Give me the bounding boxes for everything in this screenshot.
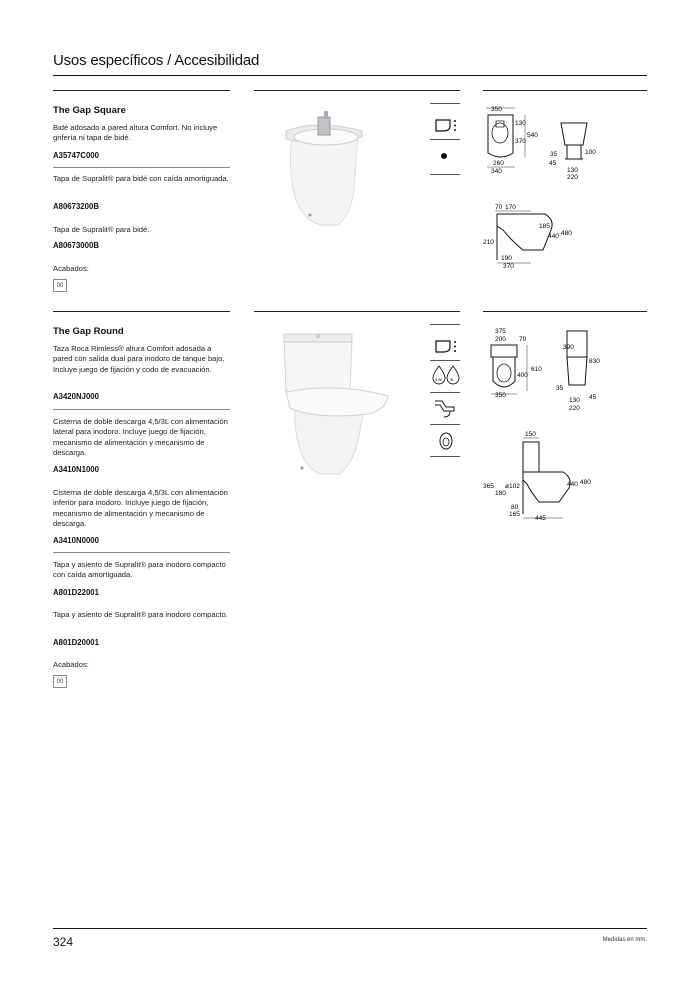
rimless-icon xyxy=(437,430,455,452)
section2-product4-code: A801D22001 xyxy=(53,588,99,597)
flush-label: 4,5L xyxy=(435,377,443,382)
dim-label: 190 xyxy=(501,255,512,262)
footer-rule xyxy=(53,928,647,929)
dim-label: 370 xyxy=(503,263,514,270)
dim-label: 150 xyxy=(525,431,536,438)
dim-label: 80 xyxy=(511,504,519,511)
section1-product3-code: A80673000B xyxy=(53,241,99,250)
dim-label: 100 xyxy=(585,149,596,156)
dim-label: 260 xyxy=(493,160,504,167)
dim-label: 610 xyxy=(531,366,542,373)
section1-rule-mid xyxy=(254,90,460,91)
dim-label: 35 xyxy=(556,385,564,392)
bidet-image xyxy=(278,103,370,231)
section1-rule-left xyxy=(53,90,230,91)
dim-label: 220 xyxy=(567,174,578,181)
footer-note: Medidas en mm. xyxy=(602,937,647,943)
header-rule xyxy=(53,75,647,76)
divider xyxy=(53,167,230,168)
dim-label: 350 xyxy=(491,106,502,113)
section2-product5-code: A801D20001 xyxy=(53,638,99,647)
section2-title: The Gap Round xyxy=(53,326,124,337)
divider xyxy=(430,360,460,361)
dim-label: 35 xyxy=(550,151,558,158)
page-title: Usos específicos / Accesibilidad xyxy=(53,52,260,69)
dim-label: 70 xyxy=(519,336,527,343)
dim-label: 210 xyxy=(483,239,494,246)
wall-hung-icon xyxy=(433,117,459,135)
section2-product1-code: A3420NJ000 xyxy=(53,392,99,401)
bidet-profile-drawing xyxy=(483,200,583,275)
dim-label: 445 xyxy=(535,515,546,522)
dim-label: 45 xyxy=(589,394,597,401)
dim-label: 165 xyxy=(509,511,520,518)
dim-label: 480 xyxy=(580,479,591,486)
dim-label: 130 xyxy=(515,120,526,127)
section2-product2-code: A3410N1000 xyxy=(53,465,99,474)
dim-label: 365 xyxy=(483,483,494,490)
divider xyxy=(430,392,460,393)
toilet-profile-drawing xyxy=(483,428,598,523)
dim-label: 540 xyxy=(527,132,538,139)
dim-label: 350 xyxy=(495,392,506,399)
section1-product2-desc: Tapa de Supralit® para bidé con caída amortiguada. xyxy=(53,174,229,183)
divider xyxy=(53,552,230,553)
dim-label: 440 xyxy=(567,481,578,488)
wall-hung-icon xyxy=(433,338,459,356)
section1-title: The Gap Square xyxy=(53,105,126,116)
section2-rule-right xyxy=(483,311,647,312)
dim-label: 370 xyxy=(515,138,526,145)
divider xyxy=(430,324,460,325)
dim-label: 480 xyxy=(561,230,572,237)
section2-finish-swatch[interactable]: 00 xyxy=(53,675,67,688)
section1-product1-code: A35747C000 xyxy=(53,151,99,160)
divider xyxy=(430,456,460,457)
section1-product2-code: A80673200B xyxy=(53,202,99,211)
dim-label: 440 xyxy=(548,233,559,240)
dual-flush-icon xyxy=(430,364,462,388)
dim-label: 830 xyxy=(589,358,600,365)
dim-label: 400 xyxy=(517,372,528,379)
toilet-top-drawing xyxy=(483,325,603,415)
divider xyxy=(53,409,230,410)
dim-label: 130 xyxy=(569,397,580,404)
divider xyxy=(430,424,460,425)
dim-label: 185 xyxy=(539,223,550,230)
dim-label: 130 xyxy=(567,167,578,174)
section2-product4-desc: Tapa y asiento de Supralit® para inodoro compacto con caída amortiguada. xyxy=(53,560,226,580)
section2-product2-desc: Cisterna de doble descarga 4,5/3L con alimentación lateral para inodoro. Incluye juego de fijación, mecanismo de alimentación y mecanismo de descarga. xyxy=(53,417,228,458)
section1-finishes-label: Acabados: xyxy=(53,264,89,273)
section2-rule-left xyxy=(53,311,230,312)
section2-finishes-label: Acabados: xyxy=(53,660,89,669)
section1-rule-right xyxy=(483,90,647,91)
bidet-top-drawing xyxy=(483,103,598,183)
dim-label: ø102 xyxy=(505,483,520,490)
dim-label: 170 xyxy=(505,204,516,211)
divider xyxy=(430,103,460,104)
toilet-image xyxy=(278,330,390,480)
outlet-icon xyxy=(432,397,460,419)
dim-label: 45 xyxy=(549,160,557,167)
section2-product1-desc: Taza Roca Rimless® altura Comfort adosada a pared con salida dual para inodoro de tanque bajo. Incluye juego de fijación y codo de evacuación. xyxy=(53,344,225,374)
dim-label: 70 xyxy=(495,204,503,211)
dim-label: 390 xyxy=(563,344,574,351)
dim-label: 220 xyxy=(569,405,580,412)
tap-hole-icon xyxy=(439,151,449,161)
dim-label: 375 xyxy=(495,328,506,335)
dim-label: 180 xyxy=(495,490,506,497)
section2-product3-code: A3410N0000 xyxy=(53,536,99,545)
page-number: 324 xyxy=(53,935,74,949)
divider xyxy=(430,139,460,140)
section2-product3-desc: Cisterna de doble descarga 4,5/3L con alimentación inferior para inodoro. Incluye juego de fijación, mecanismo de alimentación y mecanismo de descarga. xyxy=(53,488,228,529)
section1-finish-swatch[interactable]: 00 xyxy=(53,279,67,292)
section1-product1-desc: Bidé adosado a pared altura Comfort. No incluye grifería ni tapa de bidé. xyxy=(53,123,218,143)
dim-label: 340 xyxy=(491,168,502,175)
divider xyxy=(430,174,460,175)
section2-rule-mid xyxy=(254,311,460,312)
flush-label: 3L xyxy=(450,377,455,382)
dim-label: 200 xyxy=(495,336,506,343)
section2-product5-desc: Tapa y asiento de Supralit® para inodoro compacto. xyxy=(53,610,228,619)
section1-product3-desc: Tapa de Supralit® para bidé. xyxy=(53,225,150,234)
